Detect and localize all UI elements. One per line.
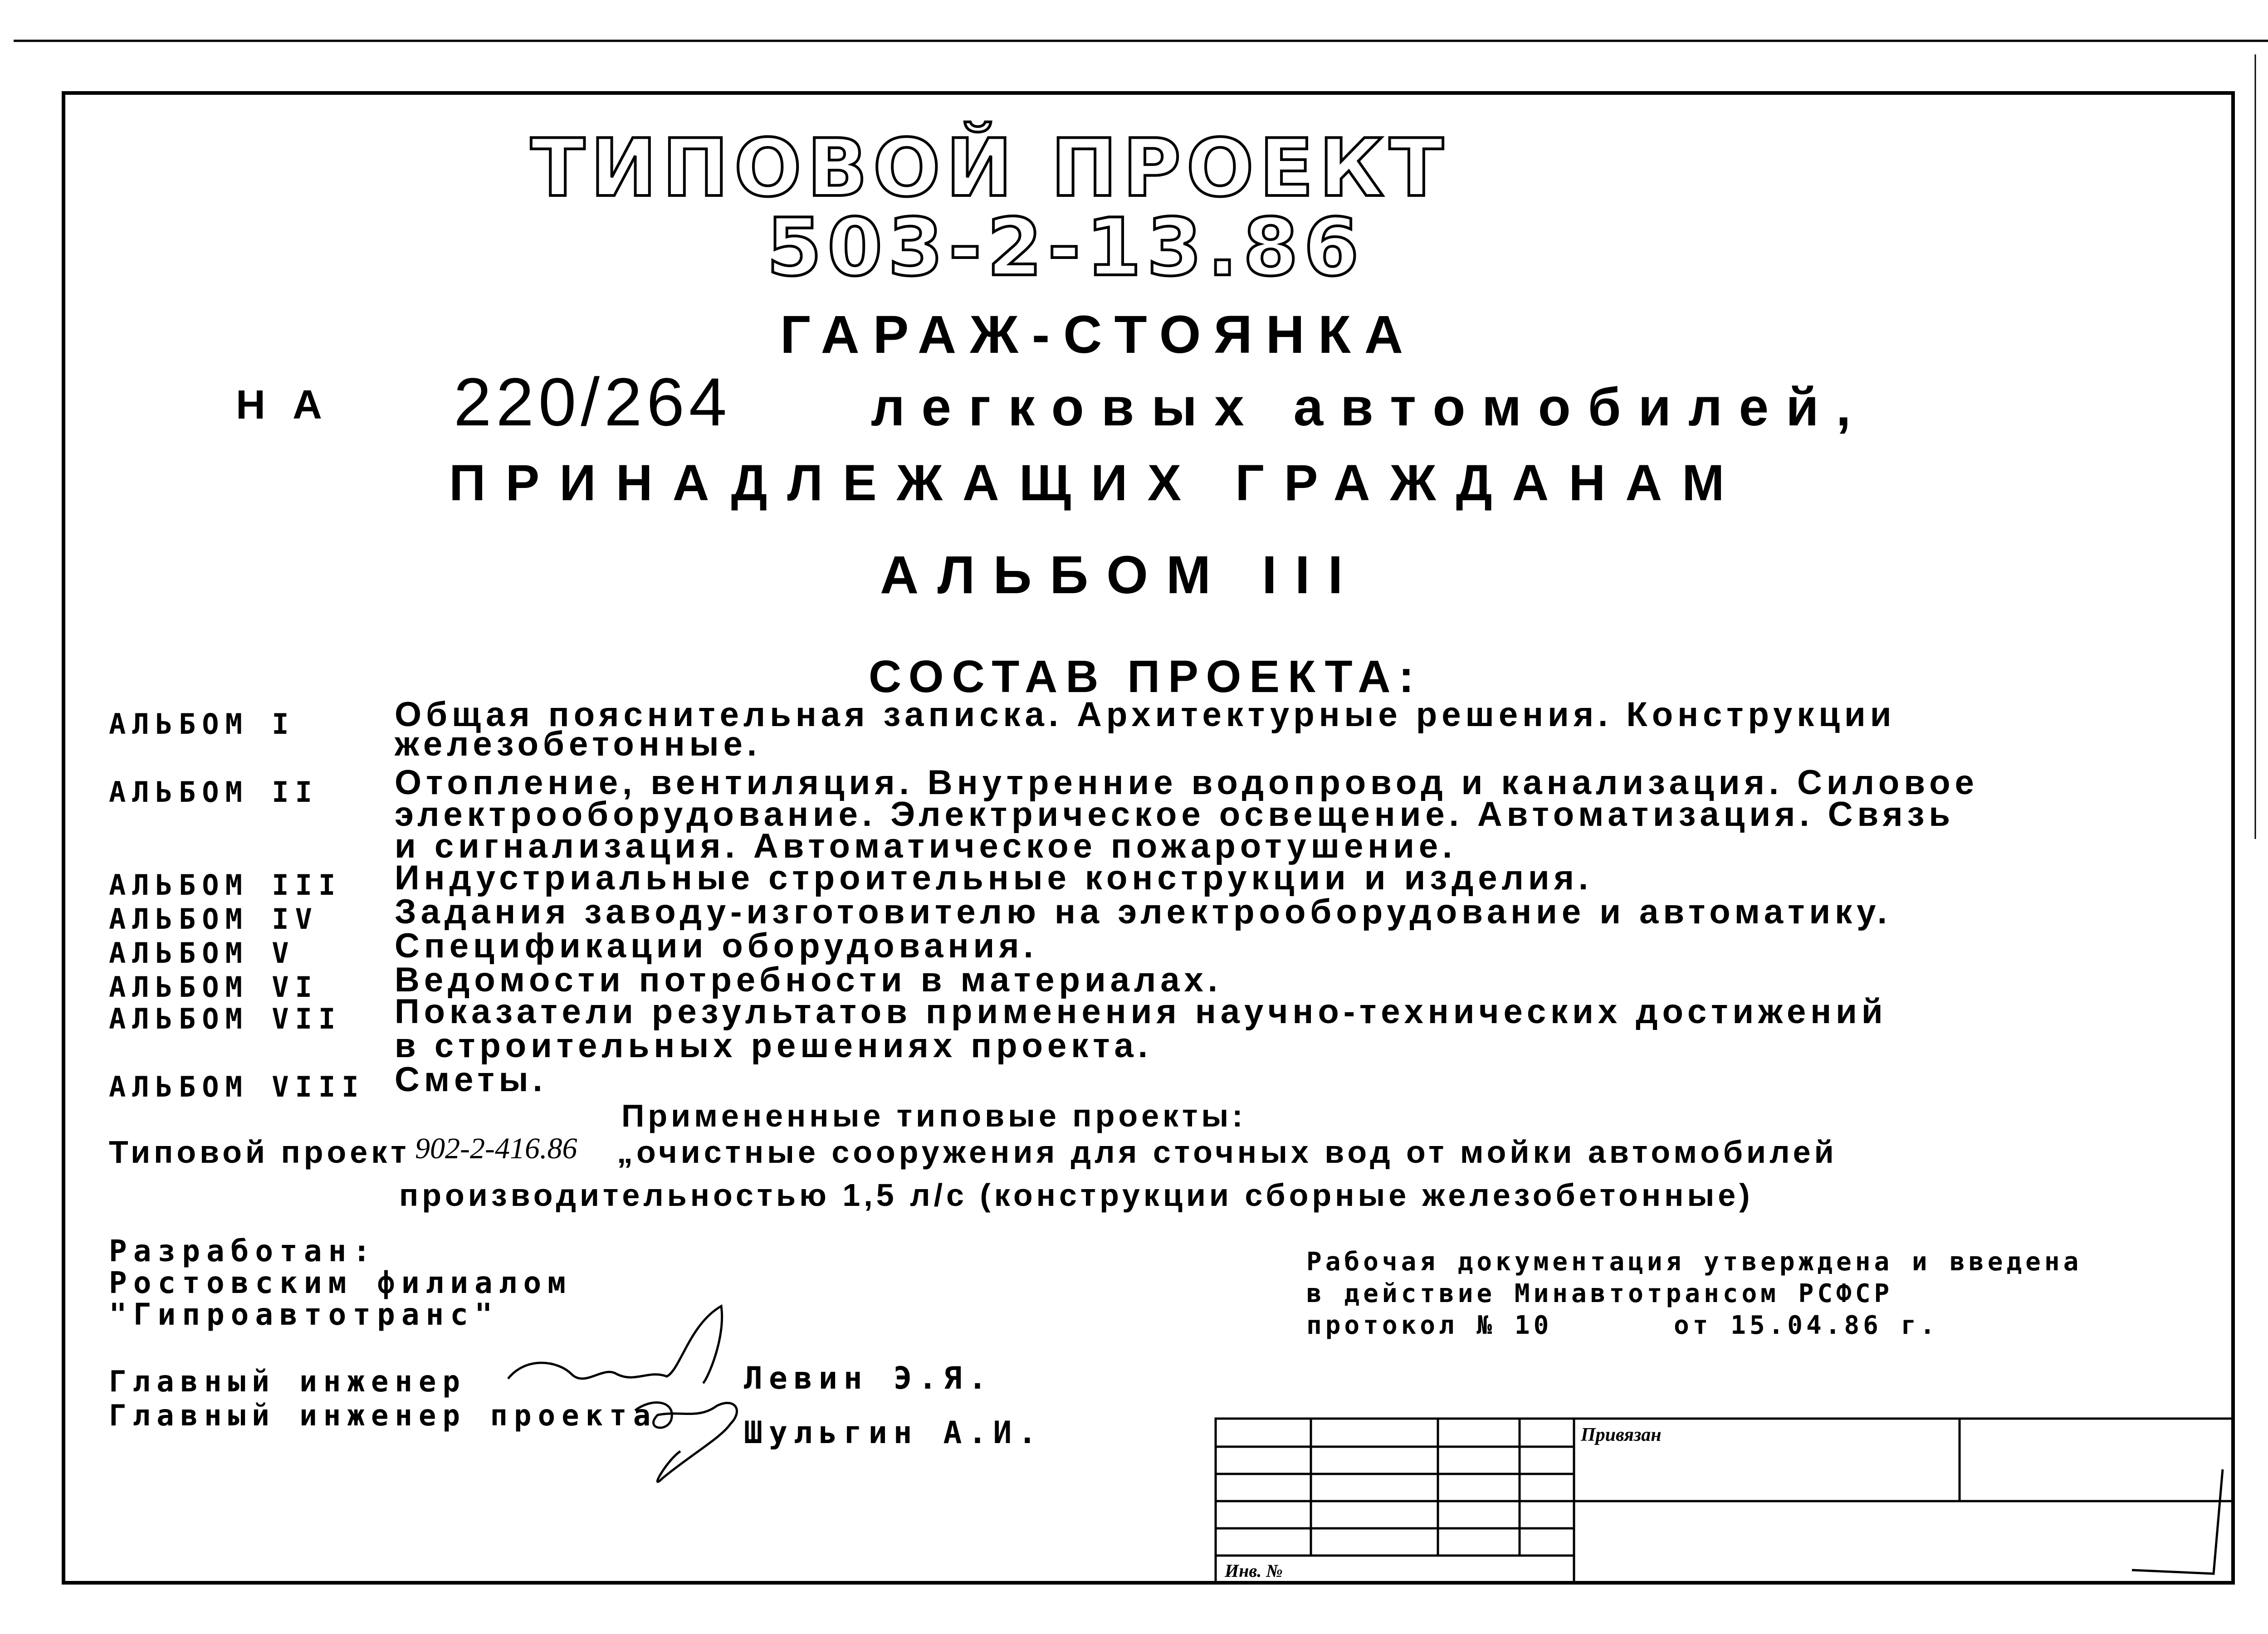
signature-role-1: Главный инженер bbox=[109, 1365, 466, 1399]
applied-code: 902-2-416.86 bbox=[415, 1132, 577, 1165]
album-desc-3: Индустриальные строительные конструкции и изделия. bbox=[395, 858, 1593, 897]
applied-heading: Примененные типовые проекты: bbox=[621, 1098, 1246, 1133]
applied-line-1: „очистные сооружения для сточных вод от мойки автомобилей bbox=[617, 1134, 1838, 1170]
album-desc-6: Ведомости потребности в материалах. bbox=[395, 961, 1222, 999]
album-label-6: АЛЬБОМ VI bbox=[109, 971, 318, 1004]
applied-prefix: Типовой проект bbox=[109, 1134, 410, 1170]
subtitle-line-1: ГАРАЖ-СТОЯНКА bbox=[780, 305, 1417, 365]
album-desc-2-line-2: электрооборудование. Электрическое освещение. Автоматизация. Связь bbox=[395, 795, 1955, 834]
stamp-privyazan-label: Привязан bbox=[1581, 1424, 1662, 1445]
album-label-3: АЛЬБОМ III bbox=[109, 868, 342, 902]
signature-role-2: Главный инженер проекта bbox=[109, 1399, 657, 1433]
album-desc-5: Спецификации оборудования. bbox=[395, 927, 1038, 965]
signature-1 bbox=[508, 1306, 722, 1383]
album-label-4: АЛЬБОМ IV bbox=[109, 902, 318, 936]
album-desc-1-line-1: Общая пояснительная записка. Архитектурные решения. Конструкции bbox=[395, 695, 1896, 734]
album-desc-2-line-3: и сигнализация. Автоматическое пожаротушение. bbox=[395, 827, 1457, 865]
contents-heading: СОСТАВ ПРОЕКТА: bbox=[869, 651, 1422, 702]
album-label-1: АЛЬБОМ I bbox=[109, 707, 295, 741]
stamp-inv-label: Инв. № bbox=[1225, 1561, 1283, 1581]
developer-heading: Разработан: bbox=[109, 1234, 377, 1268]
subtitle-line-3: ПРИНАДЛЕЖАЩИХ ГРАЖДАНАМ bbox=[449, 454, 1745, 511]
subtitle-line-2-prefix: НА bbox=[236, 382, 349, 428]
title-line-1: ТИПОВОЙ ПРОЕКТ bbox=[531, 122, 1449, 215]
title-line-2: 503-2-13.86 bbox=[767, 202, 1364, 294]
album-desc-4: Задания заводу-изготовителю на электрооборудование и автоматику. bbox=[395, 893, 1892, 931]
subtitle-line-2-text: легковых автомобилей, bbox=[871, 377, 1868, 437]
album-desc-8: Сметы. bbox=[395, 1060, 547, 1099]
album-number: АЛЬБОМ III bbox=[880, 545, 1361, 605]
signature-name-2: Шульгин А.И. bbox=[744, 1415, 1043, 1451]
album-label-5: АЛЬБОМ V bbox=[109, 937, 295, 970]
developer-line-1: Ростовским филиалом bbox=[109, 1265, 572, 1300]
album-desc-7-line-1: Показатели результатов применения научно-технических достижений bbox=[395, 992, 1887, 1031]
approval-line-1: Рабочая документация утверждена и введена bbox=[1306, 1247, 2082, 1277]
approval-line-3-prefix: протокол № 10 bbox=[1306, 1311, 1553, 1340]
developer-line-2: "Гипроавтотранс" bbox=[109, 1297, 499, 1332]
applied-line-2: производительностью 1,5 л/с (конструкции сборные железобетонные) bbox=[399, 1177, 1754, 1213]
signature-name-1: Левин Э.Я. bbox=[744, 1361, 993, 1396]
album-desc-7-line-2: в строительных решениях проекта. bbox=[395, 1026, 1152, 1065]
album-label-2: АЛЬБОМ II bbox=[109, 776, 318, 809]
album-label-8: АЛЬБОМ VIII bbox=[109, 1070, 365, 1103]
approval-line-3-date: от 15.04.86 г. bbox=[1674, 1311, 1939, 1340]
approval-line-2: в действие Минавтотрансом РСФСР bbox=[1306, 1279, 1893, 1308]
album-desc-1-line-2: железобетонные. bbox=[395, 725, 761, 763]
subtitle-line-2-number: 220/264 bbox=[454, 364, 732, 440]
album-desc-2-line-1: Отопление, вентиляция. Внутренние водопровод и канализация. Силовое bbox=[395, 763, 1979, 802]
album-label-7: АЛЬБОМ VII bbox=[109, 1002, 342, 1035]
signature-2 bbox=[635, 1403, 737, 1482]
